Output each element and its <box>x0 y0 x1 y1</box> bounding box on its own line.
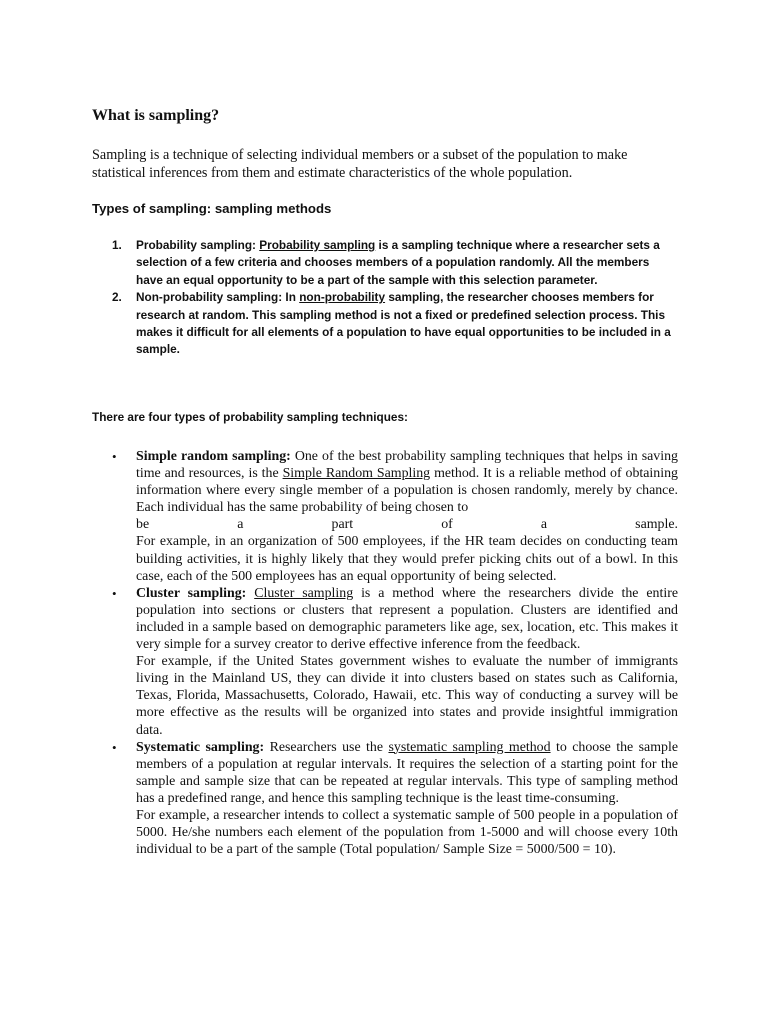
method-text: is a sampling technique where a researcher sets a selection of a few criteria and chooses members of a population randomly. All the members have an equal opportunity to be a part of the sample with this selection parameter. <box>136 238 660 287</box>
technique-text: method. It is a reliable method of obtaining information where every single member of a population is chosen randomly, merely by chance. Each individual has the same probability of being chosen to <box>136 466 678 516</box>
list-item <box>112 289 672 359</box>
technique-label: Simple random sampling: <box>136 449 291 464</box>
four-types-heading: There are four types of probability sampling techniques: <box>92 410 408 424</box>
probability-sampling-link[interactable]: Probability sampling <box>259 238 376 252</box>
technique-label: Cluster sampling: <box>136 585 247 601</box>
technique-text-line: be a part of a sample. <box>136 517 678 533</box>
list-number: 1. <box>112 238 122 252</box>
bullet-icon: • <box>112 585 117 601</box>
list-item <box>112 237 672 289</box>
method-label: Probability sampling: <box>136 238 256 252</box>
technique-example: For example, a researcher intends to collect a systematic sample of 500 people in a population of 5000. He/she numbers each element of the population from 1-5000 and will choose every 10th individual to be a part of the sample (Total population/ Sample Size = 5000/500 = 10). <box>136 807 678 858</box>
cluster-sampling-link[interactable]: Cluster sampling <box>254 585 354 601</box>
non-probability-link[interactable]: non-probability <box>299 290 386 305</box>
technique-example: For example, if the United States government wishes to evaluate the number of immigrants living in the Mainland US, they can divide it into clusters based on states such as California, Texas, Florida, Massachusetts, Colorado, Hawaii, etc. This way of conducting a survey will be more effective as the results will be organized into states and provide insightful immigration data. <box>136 654 678 738</box>
technique-example: For example, in an organization of 500 employees, if the HR team decides on conducting team building activities, it is highly likely that they would prefer picking chits out of a bowl. In this case, each of the 500 employees has an equal opportunity of being selected. <box>136 534 678 584</box>
types-heading: Types of sampling: sampling methods <box>92 201 332 216</box>
systematic-sampling-link[interactable]: systematic sampling method <box>388 739 551 755</box>
technique-text: One of the best probability sampling techniques that helps in saving time and resources, is the <box>136 449 678 482</box>
sampling-methods-list <box>112 237 672 359</box>
intro-paragraph: Sampling is a technique of selecting individual members or a subset of the population to make statistical inferences from them and estimate characteristics of the whole population. <box>92 147 628 181</box>
list-item <box>112 585 678 739</box>
bullet-icon: • <box>112 739 117 755</box>
list-item <box>112 448 678 585</box>
list-number: 2. <box>112 290 122 305</box>
page-title: What is sampling? <box>92 107 220 124</box>
techniques-list <box>112 448 678 858</box>
simple-random-sampling-link[interactable]: Simple Random Sampling <box>282 466 431 482</box>
method-text: sampling, the researcher chooses members for research at random. This sampling method is not a fixed or predefined selection process. This makes it difficult for all elements of a population to have equal opportunities to be included in a sample. <box>136 290 671 357</box>
bullet-icon: • <box>112 449 117 464</box>
list-item <box>112 739 678 859</box>
technique-text: to choose the sample members of a population at regular intervals. It requires the selection of a starting point for the sample and sample size that can be repeated at regular intervals. This type of sampling method has a predefined range, and hence this sampling technique is the least time-consuming. <box>136 739 678 806</box>
technique-text: Researchers use the <box>269 739 384 755</box>
technique-label: Systematic sampling: <box>136 739 265 755</box>
technique-text: is a method where the researchers divide the entire population into sections or clusters that represent a population. Clusters are identified and included in a sample based on demographic parameters like age, sex, location, etc. This makes it very simple for a survey creator to derive effective inference from the feedback. <box>136 585 678 653</box>
method-label: Non-probability sampling: In <box>136 290 296 305</box>
